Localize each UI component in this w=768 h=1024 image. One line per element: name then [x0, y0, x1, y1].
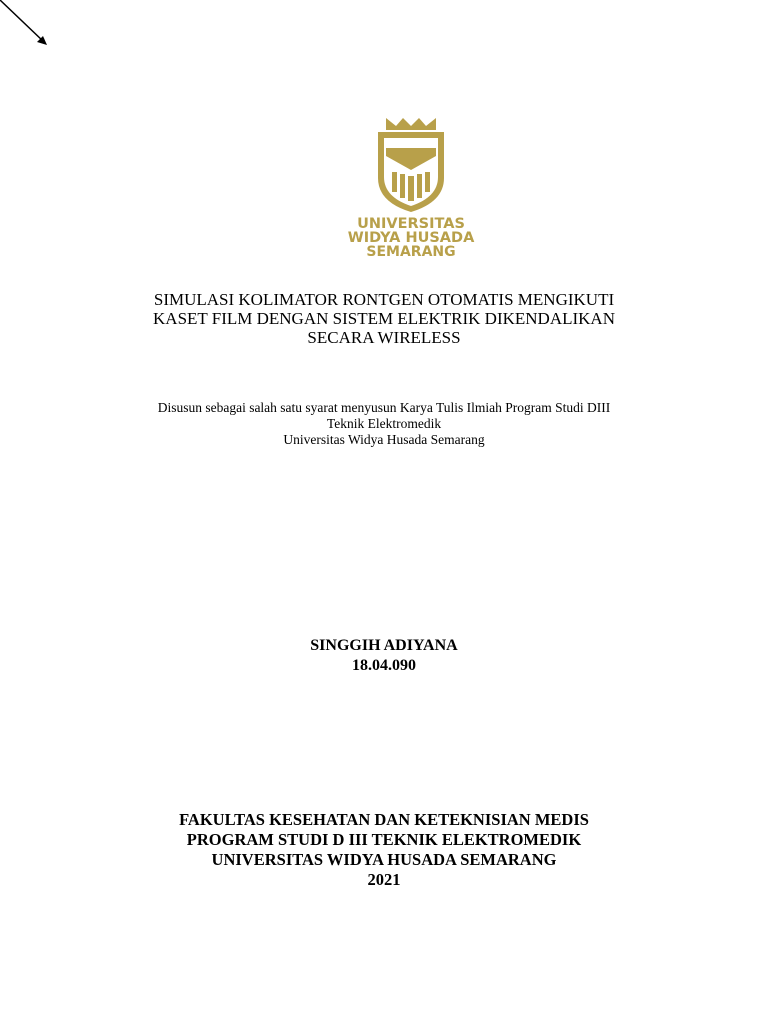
title-line-1: SIMULASI KOLIMATOR RONTGEN OTOMATIS MENGIKUTI: [153, 290, 615, 309]
student-id: 18.04.090: [352, 657, 416, 674]
purpose-line-1: Disusun sebagai salah satu syarat menyusun Karya Tulis Ilmiah Program Studi DIII: [157, 400, 611, 415]
purpose-line-3: Universitas Widya Husada Semarang: [283, 432, 485, 447]
arrow-icon: [0, 0, 52, 48]
year: 2021: [367, 870, 401, 889]
crest-icon: [378, 118, 444, 212]
purpose-line-2: Teknik Elektromedik: [326, 416, 442, 431]
faculty-name: FAKULTAS KESEHATAN DAN KETEKNISIAN MEDIS: [179, 810, 589, 829]
university-logo: [334, 114, 488, 260]
logo-text-line2: WIDYA HUSADA: [347, 230, 475, 246]
logo-text-line1: UNIVERSITAS: [357, 216, 465, 232]
university-name: UNIVERSITAS WIDYA HUSADA SEMARANG: [211, 850, 557, 869]
author-block: [0, 636, 768, 676]
program-name: PROGRAM STUDI D III TEKNIK ELEKTROMEDIK: [186, 830, 582, 849]
institution-block: [0, 810, 768, 890]
logo-text-line3: SEMARANG: [366, 244, 456, 260]
document-title: [0, 290, 768, 347]
title-line-3: SECARA WIRELESS: [307, 328, 461, 347]
author-name: SINGGIH ADIYANA: [310, 637, 458, 654]
purpose-statement: [0, 400, 768, 448]
title-line-2: KASET FILM DENGAN SISTEM ELEKTRIK DIKENDALIKAN: [153, 309, 615, 328]
